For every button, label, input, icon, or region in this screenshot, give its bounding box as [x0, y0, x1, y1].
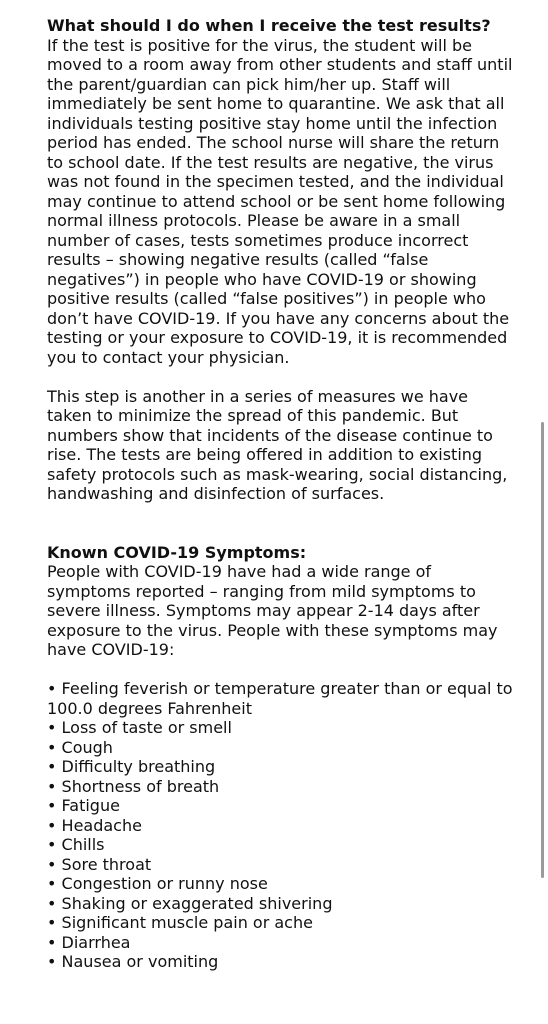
symptoms-intro: People with COVID-19 have had a wide range of symptoms reported – ranging from mild symptoms to severe illness. Symptoms may appear 2-14 days after exposure to the virus. People with these symptoms may have COVID-19:	[47, 562, 498, 659]
bullet-glyph: •	[47, 913, 57, 932]
list-item	[47, 855, 517, 875]
list-item	[47, 874, 517, 894]
symptom-text: Headache	[61, 815, 142, 835]
list-item	[47, 777, 517, 797]
symptom-text: Loss of taste or smell	[61, 718, 232, 737]
list-item	[47, 796, 517, 816]
list-item	[47, 816, 517, 836]
bullet-glyph: •	[47, 776, 57, 796]
list-item	[47, 757, 517, 777]
symptom-text: Difficulty breathing	[61, 757, 216, 776]
bullet-glyph: •	[47, 835, 57, 854]
bullet-glyph: •	[47, 718, 57, 737]
symptom-text: Cough	[61, 737, 113, 757]
test-results-heading: What should I do when I receive the test results?	[47, 16, 491, 35]
bullet-glyph: •	[47, 854, 57, 874]
list-item	[47, 913, 517, 933]
bullet-glyph: •	[47, 893, 57, 913]
symptom-text: Feeling feverish or temperature greater than or equal to 100.0 degrees Fahrenheit	[47, 679, 513, 718]
symptom-text: Congestion or runny nose	[61, 874, 268, 893]
bullet-glyph: •	[47, 874, 57, 893]
bullet-glyph: •	[47, 757, 57, 776]
test-results-paragraph: If the test is positive for the virus, the student will be moved to a room away from other students and staff until the parent/guardian can pick him/her up. Staff will immediately be sent home to quarantine. We ask that all individuals testing positive stay home until the infection period has ended. The school nurse will share the return to school date. If the test results are negative, the virus was not found in the specimen tested, and the individual may continue to attend school or be sent home following normal illness protocols. Please be aware in a small number of cases, tests sometimes produce incorrect results – showing negative results (called “false negatives”) in people who have COVID-19 or showing positive results (called “false positives”) in people who don’t have COVID-19. If you have any concerns about the testing or your exposure to COVID-19, it is recommended you to contact your physician.	[47, 35, 513, 367]
symptom-text: Chills	[61, 835, 105, 854]
list-item	[47, 835, 517, 855]
bullet-glyph: •	[47, 952, 57, 971]
bullet-glyph: •	[47, 679, 57, 698]
vertical-scrollbar[interactable]	[541, 422, 544, 878]
symptom-text: Sore throat	[61, 854, 152, 874]
symptom-text: Diarrhea	[61, 932, 131, 952]
bullet-glyph: •	[47, 796, 57, 815]
list-item	[47, 952, 517, 972]
bullet-glyph: •	[47, 932, 57, 952]
list-item	[47, 718, 517, 738]
document-body	[47, 16, 517, 972]
list-item	[47, 738, 517, 758]
measures-paragraph: This step is another in a series of measures we have taken to minimize the spread of this pandemic. But numbers show that incidents of the disease continue to rise. The tests are being offered in addition to existing safety protocols such as mask-wearing, social distancing, handwashing and disinfection of surfaces.	[47, 386, 508, 503]
symptom-text: Fatigue	[61, 796, 120, 815]
symptom-text: Significant muscle pain or ache	[61, 913, 313, 932]
bullet-glyph: •	[47, 737, 57, 757]
symptom-text: Nausea or vomiting	[61, 952, 219, 971]
symptom-text: Shortness of breath	[61, 776, 220, 796]
bullet-glyph: •	[47, 815, 57, 835]
symptoms-list	[47, 679, 517, 972]
section-spacer	[47, 504, 517, 543]
symptoms-heading: Known COVID-19 Symptoms:	[47, 542, 307, 562]
list-item	[47, 933, 517, 953]
list-item	[47, 679, 517, 718]
list-item	[47, 894, 517, 914]
symptom-text: Shaking or exaggerated shivering	[61, 893, 333, 913]
